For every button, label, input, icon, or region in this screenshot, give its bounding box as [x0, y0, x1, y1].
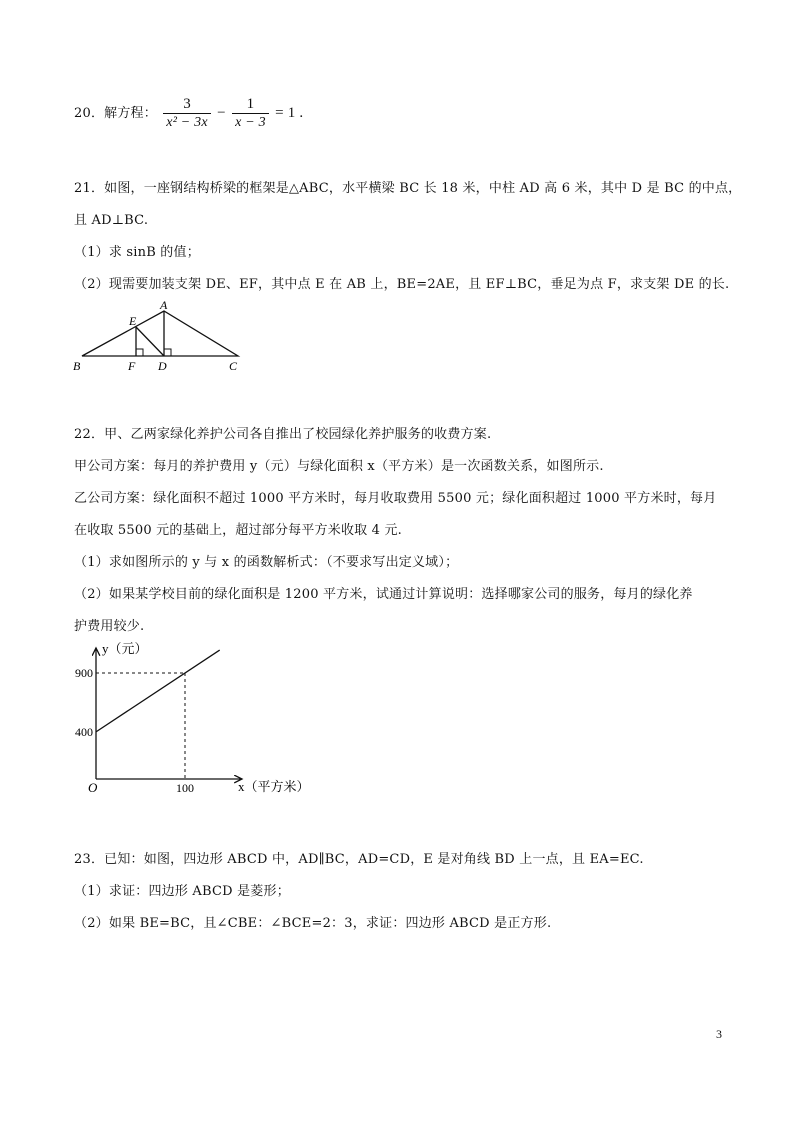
q22-line2: 甲公司方案：每月的养护费用 y（元）与绿化面积 x（平方米）是一次函数关系，如图所示.	[74, 459, 604, 474]
q22-line3: 乙公司方案：绿化面积不超过 1000 平方米时，每月收取费用 5500 元；绿化面积超过 1000 平方米时，每月	[74, 491, 717, 506]
q22-part1: （1）求如图所示的 y 与 x 的函数解析式：（不要求写出定义域）；	[74, 555, 459, 570]
minus-sign: −	[217, 105, 226, 121]
fraction-2-numerator: 1	[232, 95, 269, 114]
q23-part1: （1）求证：四边形 ABCD 是菱形；	[74, 884, 290, 899]
q20-label: 20．解方程：	[74, 106, 157, 121]
origin-label: O	[88, 780, 98, 795]
q21-part1: （1）求 sinB 的值；	[74, 245, 200, 260]
equation-rhs: = 1 .	[275, 105, 304, 121]
point-label-c: C	[229, 359, 238, 373]
y-tick-label-400: 400	[75, 724, 93, 739]
fraction-2	[232, 95, 269, 132]
q22-part2b: 护费用较少.	[74, 619, 145, 634]
right-angle-d	[164, 349, 171, 356]
fraction-2-denominator: x − 3	[235, 115, 266, 130]
x-axis-label: x（平方米）	[238, 779, 310, 794]
q22-part2a: （2）如果某学校目前的绿化面积是 1200 平方米，试通过计算说明：选择哪家公司的服务，每月的绿化养	[74, 587, 693, 602]
fraction-1-denominator: x² − 3x	[166, 115, 208, 130]
q22-line4: 在收取 5500 元的基础上，超过部分每平方米收取 4 元.	[74, 523, 403, 538]
y-axis-label: y（元）	[102, 641, 148, 656]
segment-de	[136, 327, 164, 356]
q23-line1: 23．已知：如图，四边形 ABCD 中，AD∥BC，AD=CD，E 是对角线 BD 上一点，且 EA=EC.	[74, 852, 644, 867]
point-label-a: A	[160, 298, 168, 312]
point-label-b: B	[73, 359, 81, 373]
q23-part2: （2）如果 BE=BC，且∠CBE：∠BCE=2：3，求证：四边形 ABCD 是正方形.	[74, 916, 552, 931]
right-angle-f	[136, 349, 143, 356]
point-label-e: E	[129, 314, 137, 328]
q21-part2: （2）现需要加装支架 DE、EF，其中点 E 在 AB 上，BE=2AE，且 EF⊥BC，垂足为点 F，求支架 DE 的长.	[74, 277, 730, 292]
q20-equation	[74, 95, 303, 132]
fee-function-line	[96, 650, 220, 732]
page-number: 3	[716, 1027, 722, 1041]
q21-line2: 且 AD⊥BC.	[74, 213, 149, 228]
fee-line-graph	[66, 636, 336, 806]
fraction-1-numerator: 3	[163, 95, 210, 114]
point-label-f: F	[128, 359, 136, 373]
point-label-d: D	[158, 359, 167, 373]
triangle-abc	[82, 311, 238, 356]
fraction-1	[163, 95, 210, 132]
q22-line1: 22．甲、乙两家绿化养护公司各自推出了校园绿化养护服务的收费方案.	[74, 427, 492, 442]
triangle-figure	[66, 298, 256, 378]
x-tick-label-100: 100	[176, 781, 194, 795]
q21-line1: 21．如图，一座钢结构桥梁的框架是△ABC，水平横梁 BC 长 18 米，中柱 AD 高 6 米，其中 D 是 BC 的中点，	[74, 181, 742, 196]
y-tick-label-900: 900	[75, 666, 93, 680]
